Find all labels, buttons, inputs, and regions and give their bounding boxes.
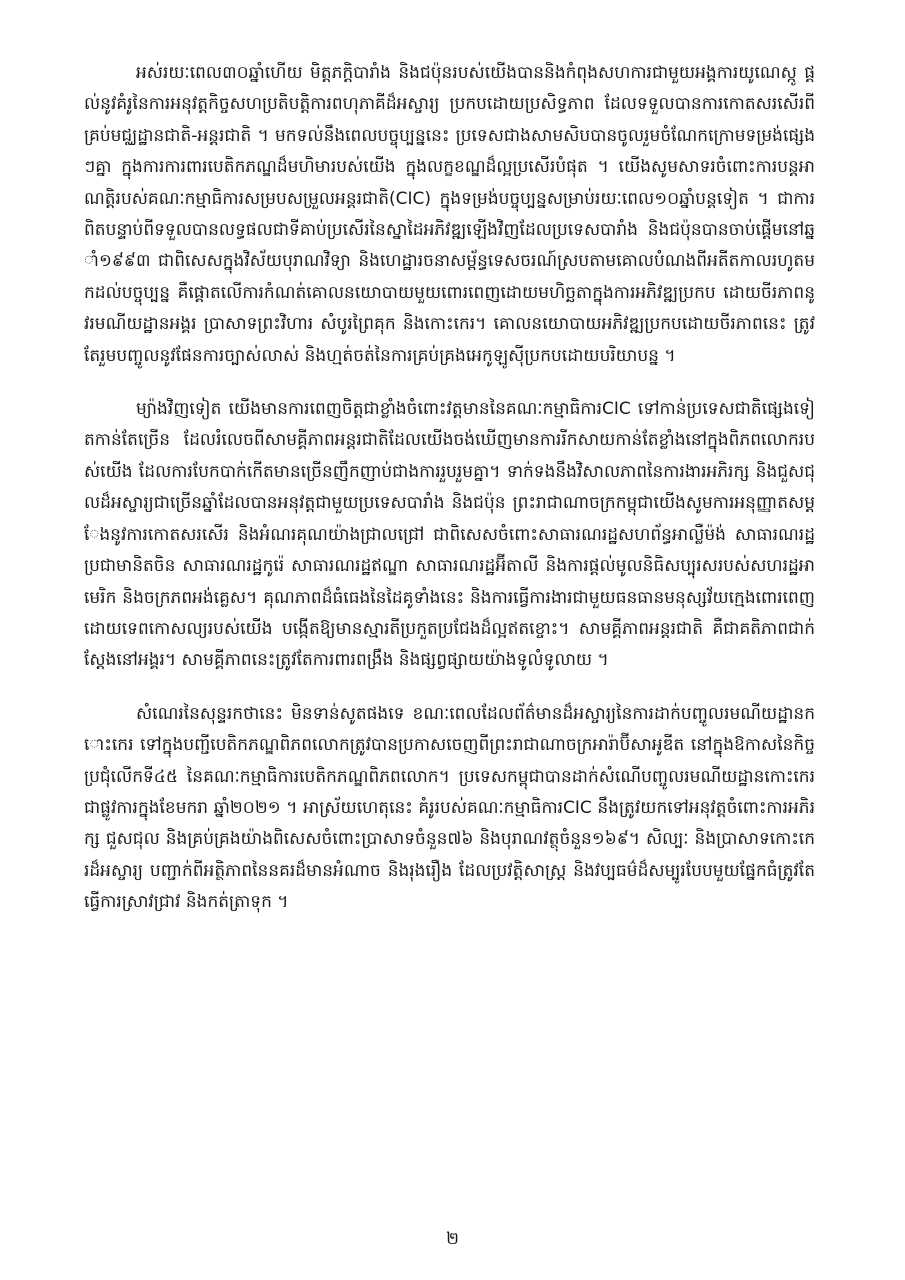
page-number: ២ bbox=[446, 1229, 459, 1249]
paragraph-1: អស់រយៈពេល៣០ឆ្នាំហើយ មិត្តភក្ដិបារាំង និងជប៉ុនរបស់យើងបាននិងកំពុងសហការជាមួយអង្គការយូណេស្កូ ផ្តល់នូវគំរូនៃការអនុវត្តកិច្ចសហប្រតិបត្តិការពហុភាគីដ៏អស្ចារ្យ ប្រកបដោយប្រសិទ្ធភាព ដែលទទួលបានការកោតសរសើរពីគ្រប់មជ្ឈដ្ឋានជាតិ-អន្តរជាតិ ។ មកទល់នឹងពេលបច្ចុប្បន្ននេះ ប្រទេសជាងសាមសិបបានចូលរួមចំណែកក្រោមទម្រង់ផ្សេងៗគ្នា ក្នុងការការពារបេតិកភណ្ឌដ៏មហិមារបស់យើង ក្នុងលក្ខខណ្ឌដ៏ល្អប្រសើរបំផុត ។ យើងសូមសាទរចំពោះការបន្តអាណត្តិរបស់គណៈកម្មាធិការសម្របសម្រួលអន្តរជាតិ(CIC) ក្នុងទម្រង់បច្ចុប្បន្នសម្រាប់រយៈពេល១០ឆ្នាំបន្តទៀត ។ ជាការពិតបន្ទាប់ពីទទួលបានលទ្ធផលជាទីគាប់ប្រសើរនៃស្នាដៃអភិវឌ្ឍឡើងវិញដែលប្រទេសបារាំង និងជប៉ុនបានចាប់ផ្ដើមនៅឆ្នាំ១៩៩៣ ជាពិសេសក្នុងវិស័យបុរាណវិទ្យា និងហេដ្ឋារចនាសម្ព័ន្ធទេសចរណ៍ស្របតាមគោលបំណងពីអតីតកាលរហូតមកដល់បច្ចុប្បន្ន គឺផ្ដោតលើការកំណត់គោលនយោបាយមួយពោរពេញដោយមហិច្ឆតាក្នុងការអភិវឌ្ឍប្រកប ដោយចីរភាពនូវរមណីយដ្ឋានអង្គរ ប្រាសាទព្រះវិហារ សំបូរព្រៃគុក និងកោះកេរ។ គោលនយោបាយអភិវឌ្ឍប្រកបដោយចីរភាពនេះ ត្រូវតែរួមបញ្ចូលនូវផែនការច្បាស់លាស់ និងហ្មត់ចត់នៃការគ្រប់គ្រងអេកូឡូស៊ីប្រកបដោយបរិយាបន្ន ។ bbox=[84, 63, 815, 366]
paragraph-2: ម្យ៉ាងវិញទៀត យើងមានការពេញចិត្តជាខ្លាំងចំពោះវត្តមាននៃគណៈកម្មាធិការCIC ទៅកាន់ប្រទេសជាតិផ្សេងទៀតកាន់តែច្រើន ដែលរំលេចពីសាមគ្គីភាពអន្តរជាតិដែលយើងចង់ឃើញមានការរីកសាយកាន់តែខ្លាំងនៅក្នុងពិភពលោករបស់យើង ដែលការបែកបាក់កើតមានច្រើនញឹកញាប់ជាងការរួបរួមគ្នា។ ទាក់ទងនឹងវិសាលភាពនៃការងារអភិរក្ស និងជួសជុលដ៏អស្ចារ្យជាច្រើនឆ្នាំដែលបានអនុវត្តជាមួយប្រទេសបារាំង និងជប៉ុន ព្រះរាជាណាចក្រកម្ពុជាយើងសូមការអនុញ្ញាតសម្ដែងនូវការកោតសរសើរ និងអំណរគុណយ៉ាងជ្រាលជ្រៅ ជាពិសេសចំពោះសាធារណរដ្ឋសហព័ន្ធអាល្លឺម៉ង់ សាធារណរដ្ឋប្រជាមានិតចិន សាធារណរដ្ឋកូរ៉េ សាធារណរដ្ឋឥណ្ឌា សាធារណរដ្ឋអ៊ីតាលី និងការផ្ដល់មូលនិធិសប្បុរសរបស់សហរដ្ឋអាមេរិក និងចក្រភពអង់គ្លេស។ គុណភាពដ៏ធំធេងនៃដៃគូទាំងនេះ និងការធ្វើការងារជាមួយធនធានមនុស្សវ័យក្មេងពោរពេញដោយទេពកោសល្យរបស់យើង បង្កើតឱ្យមានស្មារតីប្រកួតប្រជែងដ៏ល្អឥតខ្ចោះ។ សាមគ្គីភាពអន្តរជាតិ គឺជាគតិភាពជាក់ស្ដែងនៅអង្គរ។ សាមគ្គីភាពនេះត្រូវតែការពារពង្រឹង និងផ្សព្វផ្សាយយ៉ាងទូលំទូលាយ ។ bbox=[84, 399, 815, 671]
paragraph-3: សំណេរនៃសុន្ទរកថានេះ មិនទាន់សូតផងទេ ខណៈពេលដែលព័ត៌មានដ៏អស្ចារ្យនៃការដាក់បញ្ចូលរមណីយដ្ឋានកោះកេរ ទៅក្នុងបញ្ជីបេតិកភណ្ឌពិភពលោកត្រូវបានប្រកាសចេញពីព្រះរាជាណាចក្រអារ៉ាប៊ីសាអូឌីត នៅក្នុងឱកាសនៃកិច្ចប្រជុំលើកទី៤៥ នៃគណៈកម្មាធិការបេតិកភណ្ឌពិភពលោក។ ប្រទេសកម្ពុជាបានដាក់សំណើបញ្ចូលរមណីយដ្ឋានកោះកេរជាផ្លូវការក្នុងខែមករា ឆ្នាំ២០២១ ។ អាស្រ័យហេតុនេះ គំរូរបស់គណៈកម្មាធិការCIC នឹងត្រូវយកទៅអនុវត្តចំពោះការអភិរក្ស ជួសជុល និងគ្រប់គ្រងយ៉ាងពិសេសចំពោះប្រាសាទចំនួន៧៦ និងបុរាណវត្ថុចំនួន១៦៩។ សិល្បៈ និងប្រាសាទកោះកេរដ៏អស្ចារ្យ បញ្ជាក់ពីអត្ថិភាពនៃនគរដ៏មានអំណាច និងរុងរឿង ដែលប្រវត្តិសាស្ត្រ និងវប្បធម៌ដ៏សម្បូរបែបមួយផ្នែកធំត្រូវតែធ្វើការស្រាវជ្រាវ និងកត់ត្រាទុក ។ bbox=[84, 703, 815, 913]
